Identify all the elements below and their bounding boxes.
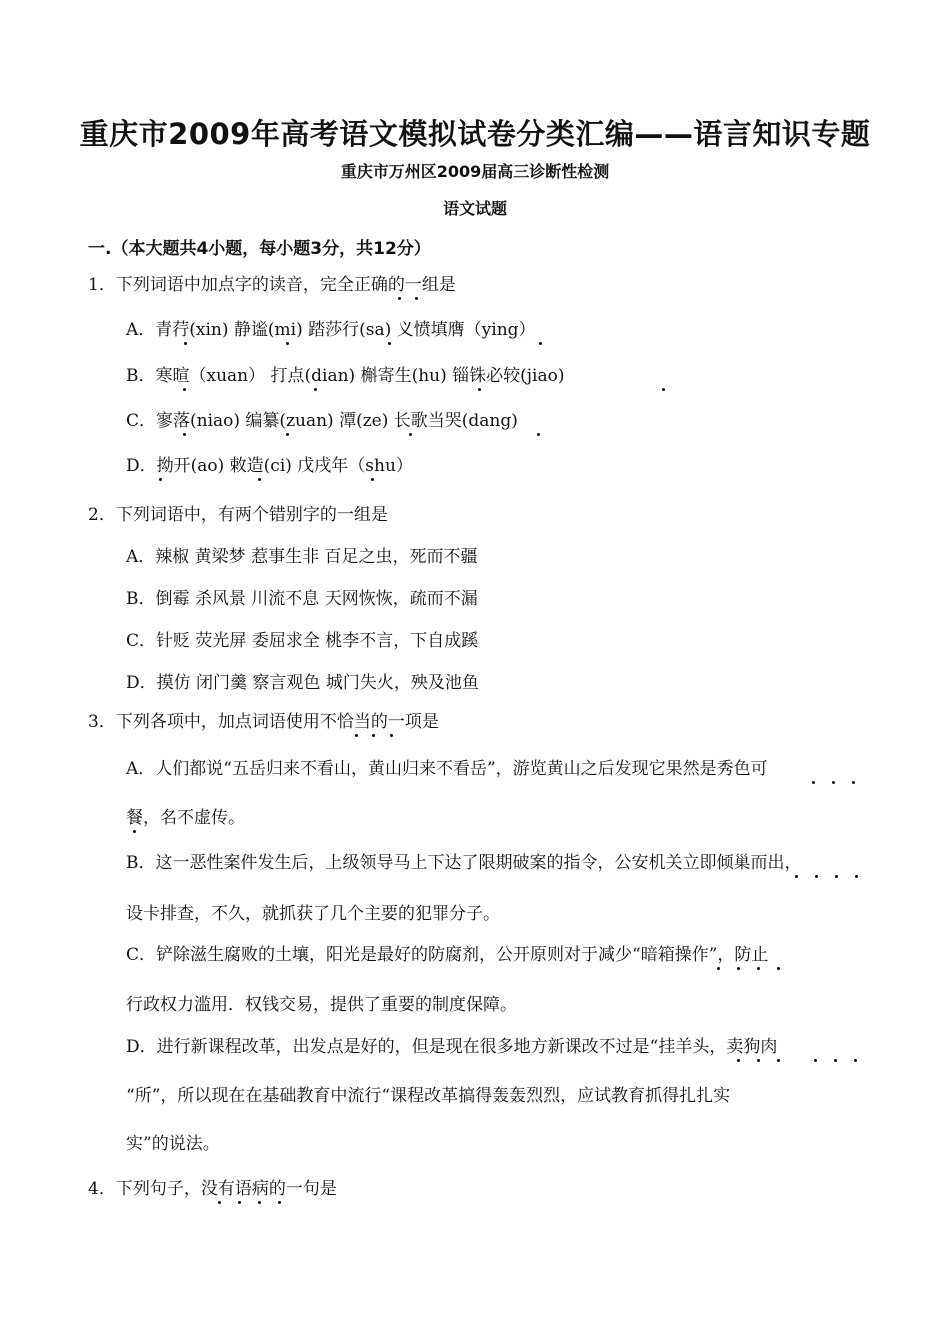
question-3-option-a-line-2: 餐，名不虚传。 bbox=[126, 808, 245, 828]
emphasis-dot bbox=[218, 1201, 221, 1204]
emphasis-dot bbox=[539, 342, 542, 345]
document-title: 重庆市2009年高考语文模拟试卷分类汇编——语言知识专题 bbox=[79, 117, 871, 151]
emphasis-dot bbox=[278, 1201, 281, 1204]
emphasis-dot bbox=[737, 967, 740, 970]
emphasis-dot bbox=[834, 1059, 837, 1062]
question-3-option-c-line-2: 行政权力滥用．权钱交易，提供了重要的制度保障。 bbox=[126, 995, 517, 1015]
question-3-option-d-line-1: D．进行新课程改革，出发点是好的，但是现在很多地方新课改不过是“挂羊头，卖狗肉 bbox=[126, 1037, 778, 1057]
emphasis-dot bbox=[372, 734, 375, 737]
emphasis-dot bbox=[314, 388, 317, 391]
emphasis-dot bbox=[183, 433, 186, 436]
emphasis-dot bbox=[814, 1059, 817, 1062]
emphasis-dot bbox=[409, 433, 412, 436]
emphasis-dot bbox=[133, 830, 136, 833]
question-4-stem: 4．下列句子，没有语病的一句是 bbox=[88, 1179, 337, 1199]
document-subtitle: 重庆市万州区2009届高三诊断性检测 bbox=[340, 162, 610, 181]
emphasis-dot bbox=[717, 967, 720, 970]
emphasis-dot bbox=[286, 342, 289, 345]
emphasis-dot bbox=[398, 297, 401, 300]
question-3-stem: 3．下列各项中，加点词语使用不恰当的一项是 bbox=[88, 712, 439, 732]
emphasis-dot bbox=[854, 1059, 857, 1062]
section-heading: 一.（本大题共4小题，每小题3分，共12分） bbox=[88, 239, 431, 259]
emphasis-dot bbox=[757, 1059, 760, 1062]
emphasis-dot bbox=[737, 1059, 740, 1062]
emphasis-dot bbox=[159, 478, 162, 481]
question-2-option-d: D．摸仿 闭门羹 察言观色 城门失火，殃及池鱼 bbox=[126, 673, 479, 693]
exam-name: 语文试题 bbox=[442, 199, 507, 218]
emphasis-dot bbox=[183, 388, 186, 391]
question-3-option-b-line-2: 设卡排查，不久，就抓获了几个主要的犯罪分子。 bbox=[126, 904, 500, 924]
question-2-option-c: C．针贬 荧光屏 委屈求全 桃李不言，下自成蹊 bbox=[126, 631, 479, 651]
question-1-option-c: C．寥落(niao) 编纂(zuan) 潭(ze) 长歌当哭(dang) bbox=[126, 411, 518, 431]
emphasis-dot bbox=[371, 478, 374, 481]
emphasis-dot bbox=[258, 478, 261, 481]
emphasis-dot bbox=[757, 967, 760, 970]
emphasis-dot bbox=[286, 433, 289, 436]
emphasis-dot bbox=[355, 734, 358, 737]
question-2-option-b: B．倒霉 杀风景 川流不息 天网恢恢，疏而不漏 bbox=[126, 589, 478, 609]
emphasis-dot bbox=[258, 1201, 261, 1204]
question-1-option-a: A．青荇(xin) 静谧(mi) 踏莎行(sa) 义愤填膺（ying） bbox=[126, 320, 536, 340]
emphasis-dot bbox=[184, 342, 187, 345]
emphasis-dot bbox=[390, 734, 393, 737]
emphasis-dot bbox=[832, 781, 835, 784]
question-2-option-a: A．辣椒 黄梁梦 惹事生非 百足之虫，死而不疆 bbox=[126, 547, 478, 567]
emphasis-dot bbox=[777, 1059, 780, 1062]
emphasis-dot bbox=[388, 342, 391, 345]
question-3-option-a-line-1: A．人们都说“五岳归来不看山，黄山归来不看岳”，游览黄山之后发现它果然是秀色可 bbox=[126, 759, 768, 779]
emphasis-dot bbox=[812, 781, 815, 784]
question-1-option-d: D．拗开(ao) 敕造(ci) 戊戌年（shu） bbox=[126, 456, 413, 476]
question-3-option-b-line-1: B．这一恶性案件发生后，上级领导马上下达了限期破案的指令，公安机关立即倾巢而出， bbox=[126, 853, 802, 873]
emphasis-dot bbox=[835, 875, 838, 878]
emphasis-dot bbox=[238, 1201, 241, 1204]
emphasis-dot bbox=[478, 388, 481, 391]
question-2-stem: 2．下列词语中，有两个错别字的一组是 bbox=[88, 505, 388, 525]
question-3-option-d-line-3: 实”的说法。 bbox=[126, 1134, 220, 1154]
emphasis-dot bbox=[855, 875, 858, 878]
emphasis-dot bbox=[815, 875, 818, 878]
question-1-option-b: B．寒暄（xuan） 打点(dian) 槲寄生(hu) 锱铢必较(jiao) bbox=[126, 366, 565, 386]
emphasis-dot bbox=[537, 433, 540, 436]
emphasis-dot bbox=[795, 875, 798, 878]
emphasis-dot bbox=[852, 781, 855, 784]
question-3-option-d-line-2: “所”，所以现在在基础教育中流行“课程改革搞得轰轰烈烈，应试教育抓得扎扎实 bbox=[126, 1086, 731, 1106]
emphasis-dot bbox=[777, 967, 780, 970]
question-1-stem: 1．下列词语中加点字的读音，完全正确的一组是 bbox=[88, 275, 456, 295]
emphasis-dot bbox=[662, 388, 665, 391]
emphasis-dot bbox=[415, 297, 418, 300]
question-3-option-c-line-1: C．铲除滋生腐败的土壤，阳光是最好的防腐剂，公开原则对于减少“暗箱操作”，防止 bbox=[126, 945, 769, 965]
